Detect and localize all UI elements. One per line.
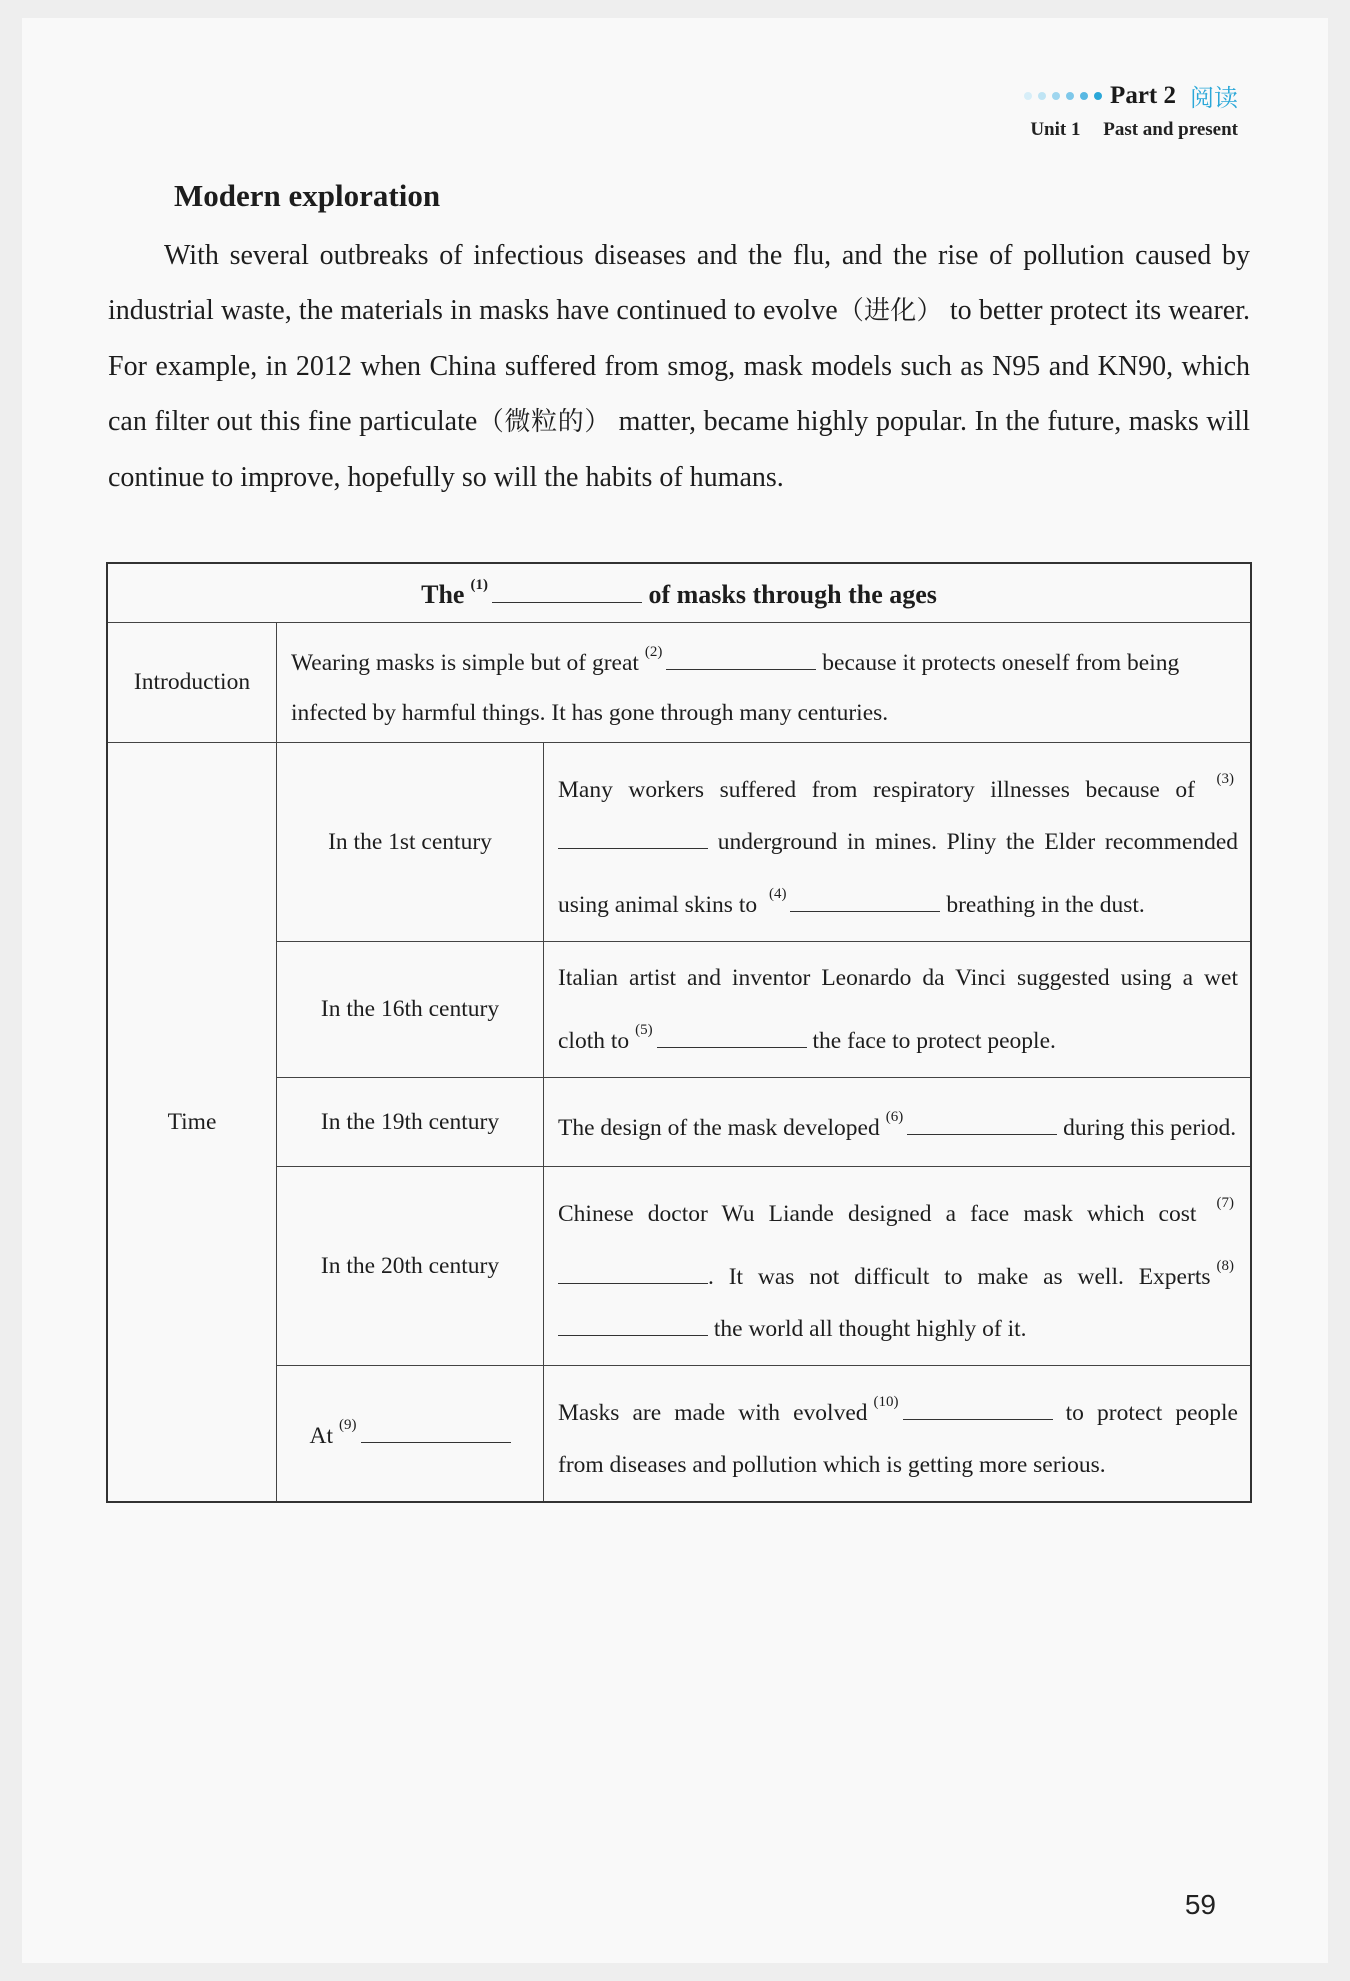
- summary-table: [106, 562, 1252, 1503]
- cell-text: breathing in the dust.: [946, 892, 1145, 918]
- answer-blank[interactable]: [903, 1399, 1053, 1420]
- answer-blank[interactable]: [907, 1114, 1057, 1135]
- answer-blank[interactable]: [558, 828, 708, 849]
- dot-icon: [1038, 92, 1046, 100]
- blank-number: (2): [644, 644, 663, 660]
- period-present-text: [544, 1366, 1252, 1503]
- row-label-time: Time: [107, 743, 277, 1503]
- cell-text: because it protects oneself from being infected by harmful things. It has gone through many centuries.: [291, 650, 1180, 726]
- blank-number: (6): [885, 1108, 904, 1125]
- dot-icon: [1066, 92, 1074, 100]
- cell-text: the world all thought highly of it.: [713, 1316, 1027, 1342]
- blank-number: (10): [873, 1394, 899, 1410]
- cell-text: Italian artist and inventor Leonardo da Vinci suggested using a wet cloth to: [558, 965, 1238, 1054]
- unit-title: Past and present: [1103, 119, 1238, 140]
- blank-number: (5): [635, 1022, 653, 1038]
- table-title: [107, 563, 1251, 623]
- gloss-evolve: （进化）: [837, 296, 943, 326]
- answer-blank[interactable]: [492, 582, 642, 603]
- row-label-introduction: Introduction: [107, 623, 277, 743]
- cell-text: Many workers suffered from respiratory illnesses because of: [558, 777, 1195, 803]
- period-16th-century: In the 16th century: [277, 942, 544, 1078]
- cell-text: Chinese doctor Wu Liande designed a face mask which cost: [558, 1201, 1197, 1227]
- dot-icon: [1024, 92, 1032, 100]
- cell-text: Wearing masks is simple but of great: [291, 650, 639, 676]
- answer-blank[interactable]: [666, 649, 816, 670]
- running-header: [1024, 78, 1238, 141]
- period-19th-century-text: [544, 1078, 1252, 1167]
- cell-text: Masks are made with evolved: [558, 1400, 868, 1426]
- period-19th-century: In the 19th century: [277, 1078, 544, 1167]
- answer-blank[interactable]: [558, 1263, 708, 1284]
- table-title-post: of masks through the ages: [648, 579, 937, 609]
- paragraph-text-2: to better protect its wearer. For example, in 2012 when China suffered from smog, mask models such as N95 and KN90, which can filter out this fine particulate: [108, 295, 1250, 437]
- period-20th-century: In the 20th century: [277, 1167, 544, 1366]
- blank-number: (9): [339, 1417, 357, 1433]
- answer-blank[interactable]: [657, 1027, 807, 1048]
- page: [22, 18, 1328, 1963]
- cell-text: . It was not difficult to make as well. Experts: [708, 1264, 1211, 1290]
- reading-paragraph: [108, 228, 1250, 505]
- paragraph-text-3: matter, became highly popular. In the future, masks will continue to improve, hopefully so will the habits of humans.: [108, 406, 1250, 493]
- blank-number: (7): [1216, 1195, 1235, 1211]
- answer-blank[interactable]: [790, 891, 940, 912]
- blank-number: (8): [1216, 1258, 1234, 1274]
- cell-text: The design of the mask developed: [558, 1114, 880, 1141]
- blank-number: (4): [768, 886, 787, 902]
- answer-blank[interactable]: [361, 1422, 511, 1443]
- cell-text: the face to protect people.: [812, 1028, 1056, 1054]
- decorative-dots: [1024, 92, 1102, 100]
- period-present: [277, 1366, 544, 1503]
- section-title: Modern exploration: [174, 178, 441, 213]
- period-1st-century-text: [544, 743, 1252, 942]
- answer-blank[interactable]: [558, 1315, 708, 1336]
- part-label-cn: 阅读: [1190, 84, 1238, 112]
- dot-icon: [1080, 92, 1088, 100]
- period-16th-century-text: [544, 942, 1252, 1078]
- intro-cell: [277, 623, 1252, 743]
- table-title-pre: The: [421, 579, 465, 609]
- period-1st-century: In the 1st century: [277, 743, 544, 942]
- unit-label: Unit 1: [1030, 119, 1081, 140]
- cell-text: during this period.: [1063, 1114, 1237, 1141]
- page-number: 59: [1184, 1889, 1216, 1920]
- part-label: Part 2: [1110, 81, 1176, 109]
- cell-text: At: [309, 1423, 333, 1449]
- cell-text: to protect people from diseases and pollution which is getting more serious.: [558, 1400, 1238, 1478]
- blank-number: (3): [1216, 771, 1234, 787]
- gloss-particulate: （微粒的）: [477, 407, 612, 437]
- cell-text: underground in mines. Pliny the Elder recommended using animal skins to: [558, 829, 1239, 918]
- dot-icon: [1094, 92, 1102, 100]
- period-20th-century-text: [544, 1167, 1252, 1366]
- blank-number: (1): [470, 576, 488, 593]
- dot-icon: [1052, 92, 1060, 100]
- paragraph-text-1: With several outbreaks of infectious diseases and the flu, and the rise of pollution caused by industrial waste, the materials in masks have continued to evolve: [108, 240, 1250, 326]
